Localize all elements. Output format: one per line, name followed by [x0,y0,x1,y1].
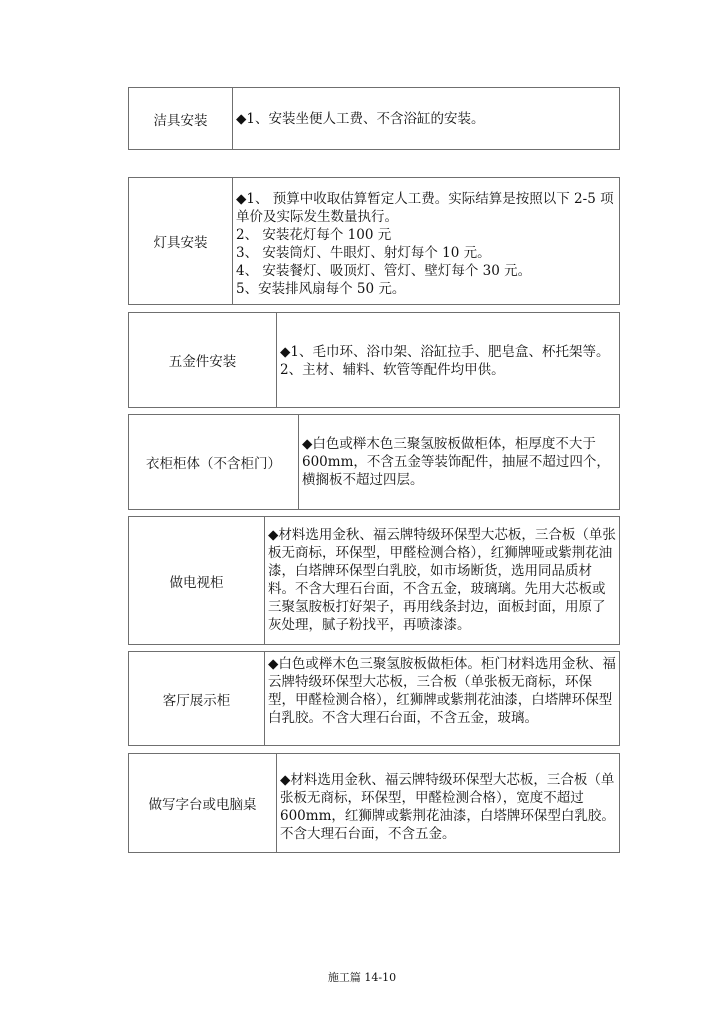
item-description: ◆1、安装坐便人工费、不含浴缸的安装。 [236,110,485,127]
item-description: ◆白色或榉木色三聚氢胺板做柜体。柜门材料选用金秋、福云牌特级环保型大芯板，三合板（单张板无商标，环保型，甲醛检测合格），红狮牌或紫荆花油漆，白塔牌环保型白乳胶。不含大理石台面，不含五金，玻璃。 [268,656,616,726]
table-zhanshigui [128,651,620,746]
item-description: ◆1、 预算中收取估算暂定人工费。实际结算是按照以下 2-5 项单价及实际发生数量执行。 2、 安装花灯每个 100 元 3、 安装筒灯、牛眼灯、射灯每个 10 元。 4、 安装餐灯、吸顶灯、管灯、壁灯每个 30 元。 5、安装排风扇每个 50 元。 [236,191,614,297]
table-yigui [128,414,620,510]
item-label: 客厅展示柜 [129,652,265,745]
table-dengju [128,177,620,305]
table-jieju [128,87,620,150]
item-label: 五金件安装 [129,313,277,407]
table-wujin [128,312,620,408]
item-label: 衣柜柜体（不含柜门） [129,415,299,509]
item-label: 洁具安装 [129,88,233,149]
item-label: 做写字台或电脑桌 [129,754,277,852]
table-dianshigui [128,516,620,645]
item-description: ◆白色或榉木色三聚氢胺板做柜体，柜厚度不大于 600mm，不含五金等装饰配件，抽屉不超过四个，横搁板不超过四层。 [302,436,610,488]
item-label: 灯具安装 [129,178,233,304]
table-xiezitai [128,753,620,853]
item-description: ◆材料选用金秋、福云牌特级环保型大芯板，三合板（单张板无商标，环保型，甲醛检测合格），宽度不超过 600mm，红狮牌或紫荆花油漆，白塔牌环保型白乳胶。不含大理石台面，不含五金。 [280,772,615,842]
item-description: ◆1、毛巾环、浴巾架、浴缸拉手、肥皂盒、杯托架等。2、主材、辅料、软管等配件均甲供。 [280,344,610,378]
item-description: ◆材料选用金秋、福云牌特级环保型大芯板，三合板（单张板无商标，环保型，甲醛检测合格），红狮牌哑或紫荆花油漆，白塔牌环保型白乳胶，如市场断货，选用同品质材料。不含大理石台面，不含五金，玻璃璃。先用大芯板或三聚氢胺板打好架子，再用线条封边，面板封面，用原了灰处理，腻子粉找平，再喷漆漆。 [268,527,616,633]
item-label: 做电视柜 [129,517,265,644]
page-footer: 施工篇 14-10 [327,971,397,984]
